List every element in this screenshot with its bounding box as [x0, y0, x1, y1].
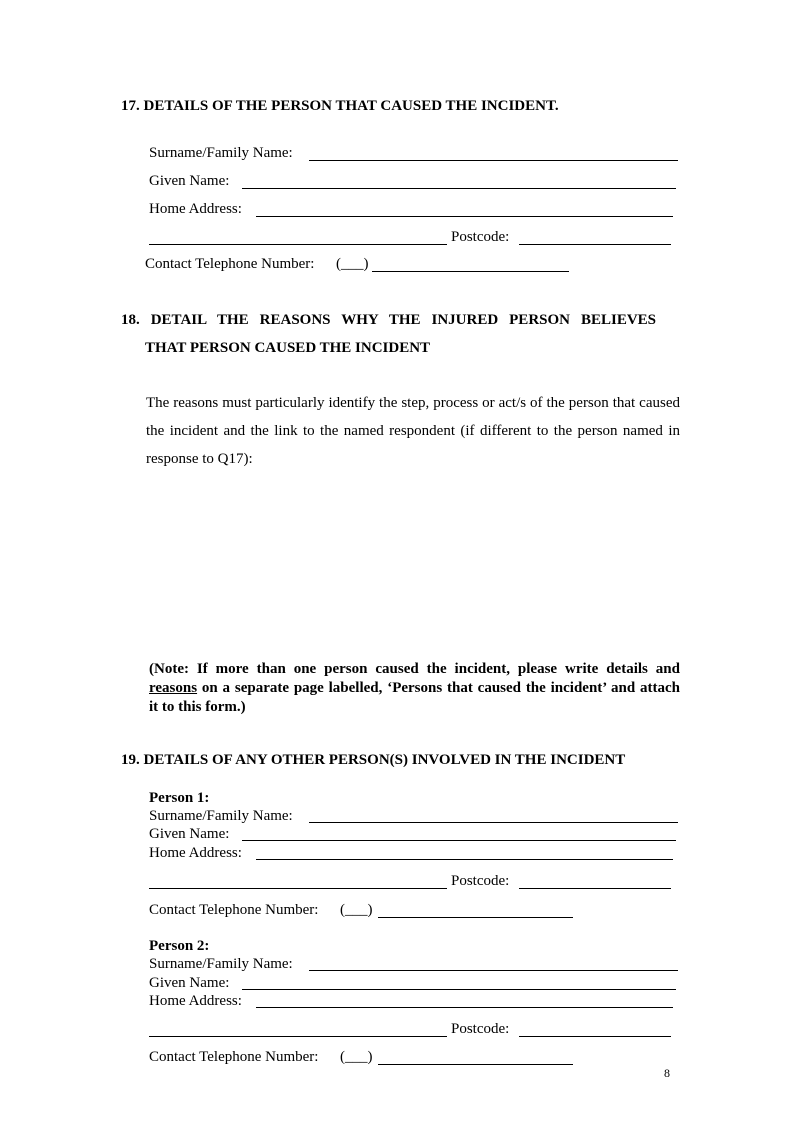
q19-heading: 19. DETAILS OF ANY OTHER PERSON(S) INVOLVED IN THE INCIDENT [121, 752, 626, 768]
q19-person2-phone-field[interactable] [378, 1064, 573, 1065]
q17-given-name-field[interactable] [242, 188, 676, 189]
q19-person1-postcode-field[interactable] [519, 888, 671, 889]
q17-surname-label: Surname/Family Name: [149, 145, 293, 161]
q19-person1-address-line2-field[interactable] [149, 888, 447, 889]
q19-person2-given-name-label: Given Name: [149, 975, 230, 991]
q19-person2-phone-area-code[interactable]: (___) [340, 1049, 373, 1065]
q19-person1-phone-area-code[interactable]: (___) [340, 902, 373, 918]
q17-home-address-field[interactable] [256, 216, 673, 217]
q18-note-start: (Note: If more than one person caused the incident, please write details and [149, 661, 680, 677]
q18-instructions: The reasons must particularly identify the step, process or act/s of the person that caused the incident and the link to the named respondent (if different to the person named in response to Q17): [146, 395, 680, 467]
q19-person2-address-line2-field[interactable] [149, 1036, 447, 1037]
q17-phone-field[interactable] [372, 271, 569, 272]
q18-answer-area[interactable] [146, 480, 680, 650]
q19-person1-surname-field[interactable] [309, 822, 678, 823]
q19-person2-home-address-field[interactable] [256, 1007, 673, 1008]
q17-heading: 17. DETAILS OF THE PERSON THAT CAUSED THE INCIDENT. [121, 98, 559, 114]
q18-heading-line1: 18. DETAIL THE REASONS WHY THE INJURED PERSON BELIEVES [121, 312, 656, 328]
q17-postcode-label: Postcode: [451, 229, 510, 245]
q19-person2-postcode-field[interactable] [519, 1036, 671, 1037]
q19-person1-given-name-label: Given Name: [149, 826, 230, 842]
q17-given-name-label: Given Name: [149, 173, 230, 189]
q18-note-underlined: reasons [149, 680, 198, 696]
q19-person2-phone-label: Contact Telephone Number: [149, 1049, 319, 1065]
q19-person2-postcode-label: Postcode: [451, 1021, 510, 1037]
q19-person2-given-name-field[interactable] [242, 989, 676, 990]
q19-person2-label: Person 2: [149, 938, 210, 954]
q19-person2-surname-field[interactable] [309, 970, 678, 971]
q19-person1-label: Person 1: [149, 790, 210, 806]
q19-person1-phone-label: Contact Telephone Number: [149, 902, 319, 918]
q18-note [149, 660, 680, 717]
q17-phone-label: Contact Telephone Number: [145, 256, 315, 272]
q17-phone-area-code[interactable]: (___) [336, 256, 369, 272]
q17-address-line2-field[interactable] [149, 244, 447, 245]
q17-surname-field[interactable] [309, 160, 678, 161]
q19-person2-surname-label: Surname/Family Name: [149, 956, 293, 972]
q18-note-rest: on a separate page labelled, ‘Persons that caused the incident’ and attach it to this form.) [149, 680, 680, 715]
q19-person2-home-address-label: Home Address: [149, 993, 242, 1009]
q19-person1-postcode-label: Postcode: [451, 873, 510, 889]
q19-person1-phone-field[interactable] [378, 917, 573, 918]
q17-home-address-label: Home Address: [149, 201, 242, 217]
page-number: 8 [664, 1066, 670, 1080]
q17-postcode-field[interactable] [519, 244, 671, 245]
q19-person1-surname-label: Surname/Family Name: [149, 808, 293, 824]
q19-person1-home-address-label: Home Address: [149, 845, 242, 861]
q19-person1-given-name-field[interactable] [242, 840, 676, 841]
q19-person1-home-address-field[interactable] [256, 859, 673, 860]
q18-heading-line2: THAT PERSON CAUSED THE INCIDENT [145, 340, 431, 356]
